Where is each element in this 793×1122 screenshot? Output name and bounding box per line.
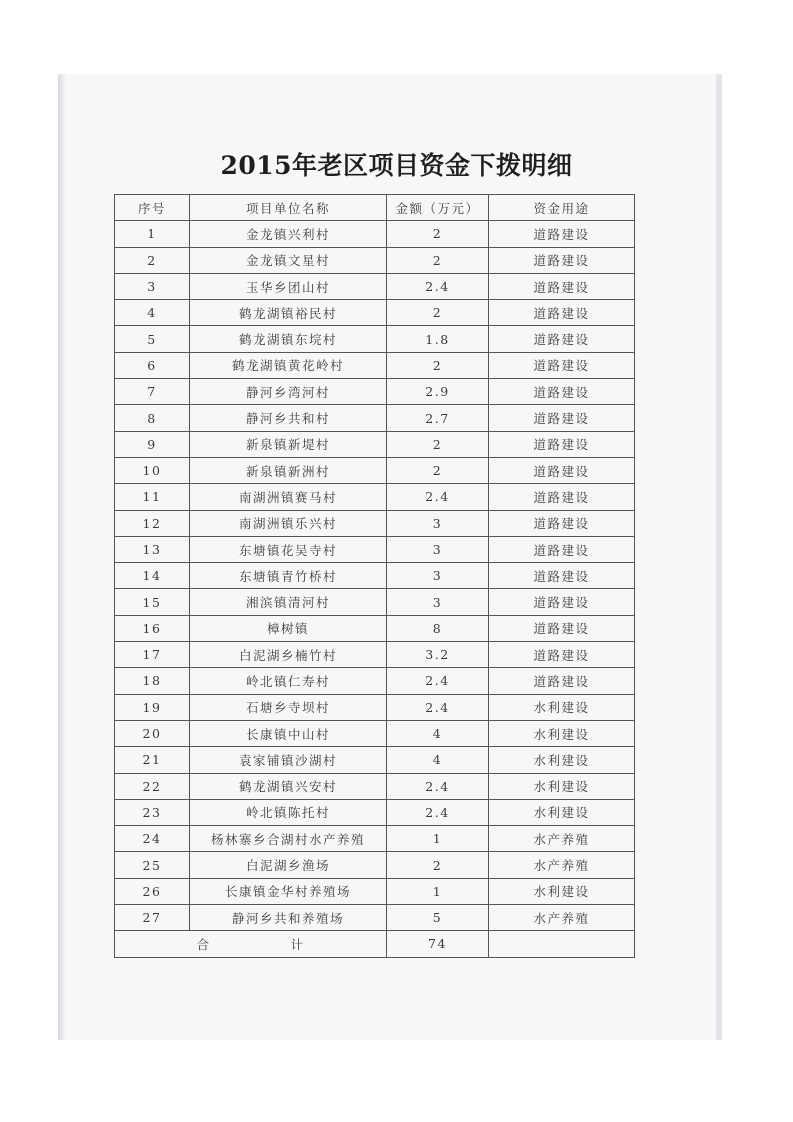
row-amount: 2.4 (387, 273, 489, 299)
row-purpose: 道路建设 (489, 352, 635, 378)
row-seq: 5 (115, 326, 190, 352)
row-unit: 东塘镇花吴寺村 (190, 536, 387, 562)
row-seq: 2 (115, 247, 190, 273)
row-amount: 2.4 (387, 799, 489, 825)
row-unit: 金龙镇兴利村 (190, 221, 387, 247)
row-unit: 玉华乡团山村 (190, 273, 387, 299)
row-purpose: 道路建设 (489, 668, 635, 694)
row-purpose: 水产养殖 (489, 852, 635, 878)
row-seq: 7 (115, 379, 190, 405)
row-seq: 16 (115, 615, 190, 641)
row-seq: 3 (115, 273, 190, 299)
row-amount: 3.2 (387, 642, 489, 668)
row-purpose: 道路建设 (489, 510, 635, 536)
header-unit: 项目单位名称 (190, 195, 387, 221)
row-unit: 鹤龙湖镇黄花岭村 (190, 352, 387, 378)
row-unit: 鹤龙湖镇兴安村 (190, 773, 387, 799)
row-seq: 14 (115, 563, 190, 589)
row-seq: 20 (115, 720, 190, 746)
row-amount: 3 (387, 589, 489, 615)
row-purpose: 道路建设 (489, 247, 635, 273)
row-seq: 25 (115, 852, 190, 878)
row-purpose: 道路建设 (489, 273, 635, 299)
row-amount: 3 (387, 510, 489, 536)
row-unit: 湘滨镇清河村 (190, 589, 387, 615)
row-purpose: 道路建设 (489, 615, 635, 641)
table-row (115, 694, 635, 720)
row-purpose: 水利建设 (489, 773, 635, 799)
row-unit: 长康镇中山村 (190, 720, 387, 746)
row-seq: 22 (115, 773, 190, 799)
row-amount: 4 (387, 720, 489, 746)
row-purpose: 水产养殖 (489, 826, 635, 852)
row-purpose: 道路建设 (489, 484, 635, 510)
row-unit: 鹤龙湖镇东垸村 (190, 326, 387, 352)
row-unit: 岭北镇仁寿村 (190, 668, 387, 694)
table-row (115, 747, 635, 773)
row-seq: 4 (115, 300, 190, 326)
row-seq: 27 (115, 905, 190, 931)
total-label-right: 计 (290, 936, 305, 952)
row-unit: 樟树镇 (190, 615, 387, 641)
row-seq: 21 (115, 747, 190, 773)
row-unit: 石塘乡寺坝村 (190, 694, 387, 720)
row-amount: 2 (387, 852, 489, 878)
row-seq: 17 (115, 642, 190, 668)
table-row (115, 668, 635, 694)
table-row (115, 457, 635, 483)
row-amount: 2.4 (387, 484, 489, 510)
row-unit: 新泉镇新洲村 (190, 457, 387, 483)
document-title: 2015年老区项目资金下拨明细 (220, 151, 573, 180)
table-row (115, 615, 635, 641)
row-amount: 2.4 (387, 668, 489, 694)
row-unit: 岭北镇陈托村 (190, 799, 387, 825)
row-unit: 南湖洲镇乐兴村 (190, 510, 387, 536)
row-unit: 静河乡共和村 (190, 405, 387, 431)
total-label (115, 931, 387, 957)
header-amount: 金额（万元） (387, 195, 489, 221)
row-purpose: 道路建设 (489, 589, 635, 615)
row-purpose: 水利建设 (489, 694, 635, 720)
table-row (115, 273, 635, 299)
row-amount: 5 (387, 905, 489, 931)
header-seq: 序号 (115, 195, 190, 221)
row-purpose: 道路建设 (489, 221, 635, 247)
row-unit: 长康镇金华村养殖场 (190, 878, 387, 904)
table-row (115, 720, 635, 746)
allocation-table (114, 194, 635, 958)
row-purpose: 水产养殖 (489, 905, 635, 931)
row-amount: 2 (387, 300, 489, 326)
row-amount: 2 (387, 221, 489, 247)
row-unit: 静河乡湾河村 (190, 379, 387, 405)
row-purpose: 道路建设 (489, 326, 635, 352)
row-unit: 杨林寨乡合湖村水产养殖 (190, 826, 387, 852)
table-row (115, 221, 635, 247)
row-seq: 8 (115, 405, 190, 431)
table-row (115, 379, 635, 405)
row-seq: 23 (115, 799, 190, 825)
row-amount: 2.4 (387, 694, 489, 720)
row-unit: 东塘镇青竹桥村 (190, 563, 387, 589)
table-row (115, 352, 635, 378)
row-unit: 白泥湖乡楠竹村 (190, 642, 387, 668)
row-seq: 6 (115, 352, 190, 378)
row-amount: 2 (387, 247, 489, 273)
row-unit: 袁家铺镇沙湖村 (190, 747, 387, 773)
table-row (115, 326, 635, 352)
row-seq: 13 (115, 536, 190, 562)
row-purpose: 道路建设 (489, 457, 635, 483)
row-purpose: 水利建设 (489, 747, 635, 773)
row-seq: 12 (115, 510, 190, 536)
row-seq: 15 (115, 589, 190, 615)
table-row (115, 799, 635, 825)
row-purpose: 水利建设 (489, 878, 635, 904)
row-unit: 白泥湖乡渔场 (190, 852, 387, 878)
page-edge-shadow (58, 74, 66, 1040)
row-seq: 26 (115, 878, 190, 904)
row-purpose: 道路建设 (489, 563, 635, 589)
table-row (115, 300, 635, 326)
total-label-left: 合 (196, 936, 211, 952)
header-purpose: 资金用途 (489, 195, 635, 221)
row-seq: 1 (115, 221, 190, 247)
total-row (115, 931, 635, 957)
row-purpose: 道路建设 (489, 300, 635, 326)
row-purpose: 道路建设 (489, 379, 635, 405)
row-amount: 3 (387, 563, 489, 589)
row-seq: 19 (115, 694, 190, 720)
row-unit: 金龙镇文星村 (190, 247, 387, 273)
row-amount: 2.9 (387, 379, 489, 405)
row-amount: 2 (387, 431, 489, 457)
table-row (115, 510, 635, 536)
row-amount: 1 (387, 826, 489, 852)
table-row (115, 563, 635, 589)
row-unit: 南湖洲镇赛马村 (190, 484, 387, 510)
row-seq: 11 (115, 484, 190, 510)
page-edge-right (716, 74, 722, 1040)
row-purpose: 道路建设 (489, 405, 635, 431)
table-row (115, 589, 635, 615)
table-row (115, 642, 635, 668)
row-amount: 4 (387, 747, 489, 773)
row-amount: 1 (387, 878, 489, 904)
row-amount: 2.4 (387, 773, 489, 799)
row-seq: 24 (115, 826, 190, 852)
row-seq: 9 (115, 431, 190, 457)
table-row (115, 431, 635, 457)
table-body (115, 221, 635, 931)
row-seq: 10 (115, 457, 190, 483)
row-purpose: 道路建设 (489, 431, 635, 457)
table-row (115, 484, 635, 510)
row-amount: 3 (387, 536, 489, 562)
row-purpose: 道路建设 (489, 642, 635, 668)
row-purpose: 水利建设 (489, 720, 635, 746)
row-amount: 2 (387, 352, 489, 378)
total-purpose (489, 931, 635, 957)
row-seq: 18 (115, 668, 190, 694)
row-purpose: 水利建设 (489, 799, 635, 825)
table-row (115, 247, 635, 273)
total-amount: 74 (387, 931, 489, 957)
table-row (115, 826, 635, 852)
row-amount: 2.7 (387, 405, 489, 431)
row-amount: 1.8 (387, 326, 489, 352)
row-unit: 鹤龙湖镇裕民村 (190, 300, 387, 326)
row-purpose: 道路建设 (489, 536, 635, 562)
row-amount: 8 (387, 615, 489, 641)
table-row (115, 905, 635, 931)
table-header-row (115, 195, 635, 221)
row-unit: 新泉镇新堤村 (190, 431, 387, 457)
table-row (115, 852, 635, 878)
row-unit: 静河乡共和养殖场 (190, 905, 387, 931)
row-amount: 2 (387, 457, 489, 483)
table-row (115, 405, 635, 431)
table-row (115, 773, 635, 799)
table-row (115, 878, 635, 904)
table-row (115, 536, 635, 562)
